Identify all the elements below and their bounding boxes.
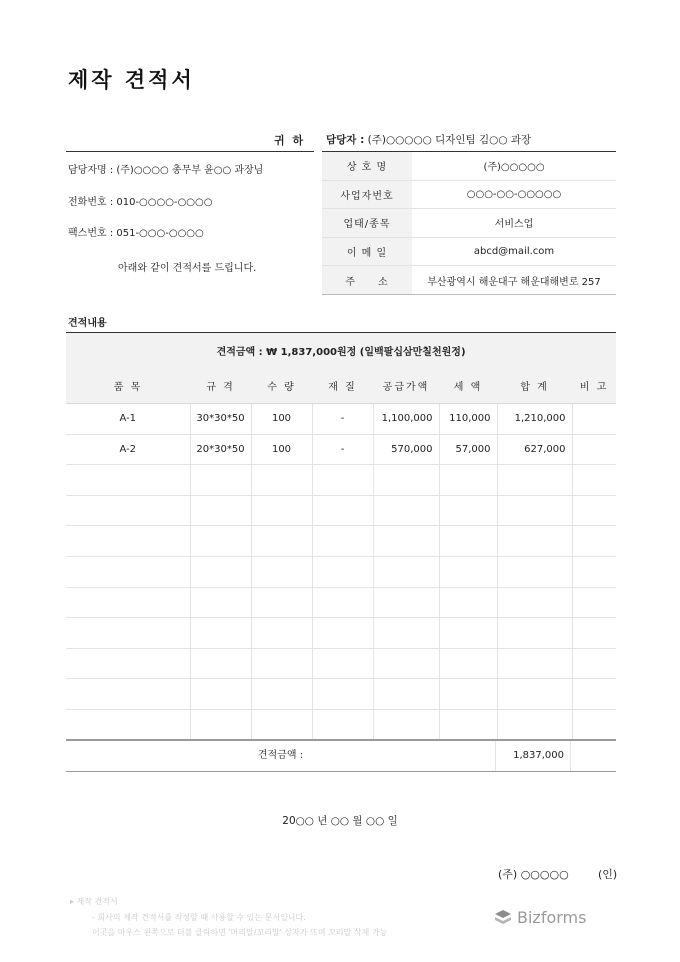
quote-amount: 견적금액 : ₩ 1,837,000원정 (일백팔십삼만칠천원정) bbox=[66, 333, 616, 369]
table-row-empty bbox=[66, 618, 616, 649]
supplier-label: 상 호 명 bbox=[322, 152, 412, 181]
supplier-value: 서비스업 bbox=[412, 209, 616, 238]
sum-label: 견적금액 : bbox=[66, 741, 496, 771]
empty-cell bbox=[497, 526, 572, 557]
company-name: (주) ○○○○○ bbox=[498, 868, 569, 881]
empty-cell bbox=[66, 648, 190, 679]
empty-cell bbox=[190, 587, 251, 618]
empty-cell bbox=[251, 679, 312, 710]
empty-cell bbox=[572, 495, 616, 526]
empty-cell bbox=[251, 648, 312, 679]
column-header: 비 고 bbox=[572, 369, 616, 404]
item-qty: 100 bbox=[251, 404, 312, 435]
empty-cell bbox=[66, 526, 190, 557]
notice-text: 아래와 같이 견적서를 드립니다. bbox=[118, 263, 257, 274]
supplier-value: 부산광역시 해운대구 해운대해변로 257 bbox=[412, 266, 616, 295]
empty-cell bbox=[190, 679, 251, 710]
quote-table bbox=[66, 332, 616, 772]
recipient-fax: 팩스번호 : 051-○○○-○○○○ bbox=[68, 228, 204, 239]
item-qty: 100 bbox=[251, 434, 312, 465]
supplier-value: abcd@mail.com bbox=[412, 237, 616, 266]
empty-cell bbox=[312, 648, 373, 679]
supplier-value: ○○○-○○-○○○○○ bbox=[412, 180, 616, 209]
empty-cell bbox=[373, 709, 439, 740]
column-header: 규 격 bbox=[190, 369, 251, 404]
empty-cell bbox=[497, 495, 572, 526]
empty-cell bbox=[190, 495, 251, 526]
empty-cell bbox=[373, 679, 439, 710]
table-row-empty bbox=[66, 465, 616, 496]
table-row-empty bbox=[66, 679, 616, 710]
empty-cell bbox=[572, 648, 616, 679]
supplier-row bbox=[322, 237, 616, 266]
empty-cell bbox=[66, 495, 190, 526]
empty-cell bbox=[497, 556, 572, 587]
recipient-contact: 담당자명 : (주)○○○○ 총무부 윤○○ 과장님 bbox=[68, 165, 264, 176]
empty-cell bbox=[439, 618, 497, 649]
table-row-empty bbox=[66, 495, 616, 526]
empty-cell bbox=[312, 618, 373, 649]
issue-date: 20○○ 년 ○○ 월 ○○ 일 bbox=[282, 815, 398, 827]
item-note bbox=[572, 404, 616, 435]
empty-cell bbox=[439, 709, 497, 740]
supplier-row bbox=[322, 152, 616, 181]
empty-cell bbox=[66, 465, 190, 496]
divider bbox=[66, 151, 314, 152]
sum-note bbox=[572, 740, 616, 772]
empty-cell bbox=[190, 709, 251, 740]
empty-cell bbox=[373, 495, 439, 526]
empty-cell bbox=[312, 526, 373, 557]
item-supply: 570,000 bbox=[373, 434, 439, 465]
supplier-row bbox=[322, 266, 616, 295]
seal-mark: (인) bbox=[598, 868, 618, 881]
empty-cell bbox=[251, 618, 312, 649]
honorific: 귀 하 bbox=[274, 134, 306, 147]
empty-cell bbox=[312, 709, 373, 740]
empty-cell bbox=[497, 709, 572, 740]
empty-cell bbox=[497, 679, 572, 710]
table-row-empty bbox=[66, 709, 616, 740]
empty-cell bbox=[312, 679, 373, 710]
empty-cell bbox=[572, 465, 616, 496]
section-title: 견적내용 bbox=[68, 318, 107, 329]
column-header: 합 계 bbox=[497, 369, 572, 404]
empty-cell bbox=[251, 526, 312, 557]
empty-cell bbox=[373, 587, 439, 618]
empty-cell bbox=[497, 587, 572, 618]
empty-cell bbox=[439, 648, 497, 679]
brand-logo bbox=[494, 908, 586, 927]
empty-cell bbox=[251, 465, 312, 496]
sum-row bbox=[66, 740, 616, 772]
table-row-empty bbox=[66, 648, 616, 679]
empty-cell bbox=[439, 587, 497, 618]
table-row bbox=[66, 434, 616, 465]
item-material: - bbox=[312, 434, 373, 465]
brand-name: Bizforms bbox=[517, 908, 587, 927]
footer-title: ▸ 제작 견적서 bbox=[70, 897, 118, 906]
empty-cell bbox=[312, 465, 373, 496]
empty-cell bbox=[66, 556, 190, 587]
empty-cell bbox=[66, 587, 190, 618]
empty-cell bbox=[572, 587, 616, 618]
table-row-empty bbox=[66, 526, 616, 557]
supplier-contact bbox=[326, 132, 531, 147]
empty-cell bbox=[572, 618, 616, 649]
empty-cell bbox=[190, 465, 251, 496]
empty-cell bbox=[190, 648, 251, 679]
empty-cell bbox=[497, 465, 572, 496]
empty-cell bbox=[251, 709, 312, 740]
empty-cell bbox=[572, 709, 616, 740]
empty-cell bbox=[572, 526, 616, 557]
item-material: - bbox=[312, 404, 373, 435]
empty-cell bbox=[66, 709, 190, 740]
empty-cell bbox=[439, 679, 497, 710]
supplier-row bbox=[322, 209, 616, 238]
column-header: 재 질 bbox=[312, 369, 373, 404]
item-tax: 57,000 bbox=[439, 434, 497, 465]
item-name: A-2 bbox=[66, 434, 190, 465]
supplier-label: 주 소 bbox=[322, 266, 412, 295]
table-row bbox=[66, 404, 616, 435]
empty-rows bbox=[66, 465, 616, 740]
sum-cell bbox=[66, 740, 572, 772]
item-total: 1,210,000 bbox=[497, 404, 572, 435]
supplier-row bbox=[322, 180, 616, 209]
item-tax: 110,000 bbox=[439, 404, 497, 435]
item-name: A-1 bbox=[66, 404, 190, 435]
column-header: 품 목 bbox=[66, 369, 190, 404]
empty-cell bbox=[572, 679, 616, 710]
empty-cell bbox=[251, 556, 312, 587]
empty-cell bbox=[572, 556, 616, 587]
empty-cell bbox=[190, 556, 251, 587]
empty-cell bbox=[497, 648, 572, 679]
empty-cell bbox=[66, 679, 190, 710]
supplier-contact-label: 담당자 : bbox=[326, 134, 365, 146]
empty-cell bbox=[439, 465, 497, 496]
empty-cell bbox=[439, 526, 497, 557]
item-total: 627,000 bbox=[497, 434, 572, 465]
empty-cell bbox=[312, 495, 373, 526]
supplier-label: 이 메 일 bbox=[322, 237, 412, 266]
column-header: 공급가액 bbox=[373, 369, 439, 404]
empty-cell bbox=[373, 556, 439, 587]
empty-cell bbox=[190, 526, 251, 557]
column-header: 세 액 bbox=[439, 369, 497, 404]
empty-cell bbox=[373, 618, 439, 649]
recipient-phone: 전화번호 : 010-○○○○-○○○○ bbox=[68, 197, 213, 208]
empty-cell bbox=[312, 556, 373, 587]
document-title: 제작 견적서 bbox=[68, 68, 195, 92]
table-header-row bbox=[66, 369, 616, 404]
empty-cell bbox=[497, 618, 572, 649]
empty-cell bbox=[439, 495, 497, 526]
supplier-label: 사업자번호 bbox=[322, 180, 412, 209]
empty-cell bbox=[190, 618, 251, 649]
item-note bbox=[572, 434, 616, 465]
footer-hint: 이곳을 마우스 왼쪽으로 더블 클릭하면 '머리말/꼬리말' 상자가 뜨며 꼬리말 삭제 가능 bbox=[92, 928, 388, 937]
item-spec: 20*30*50 bbox=[190, 434, 251, 465]
empty-cell bbox=[373, 648, 439, 679]
supplier-contact-value: (주)○○○○○ 디자인팀 김○○ 과장 bbox=[367, 134, 532, 146]
table-row-empty bbox=[66, 556, 616, 587]
table-row-empty bbox=[66, 587, 616, 618]
supplier-label: 업태/종목 bbox=[322, 209, 412, 238]
empty-cell bbox=[66, 618, 190, 649]
empty-cell bbox=[439, 556, 497, 587]
empty-cell bbox=[373, 465, 439, 496]
empty-cell bbox=[251, 495, 312, 526]
brand-logo-icon bbox=[494, 909, 512, 927]
supplier-value: (주)○○○○○ bbox=[412, 152, 616, 181]
quote-amount-row bbox=[66, 333, 616, 369]
column-header: 수 량 bbox=[251, 369, 312, 404]
supplier-table bbox=[322, 151, 616, 295]
empty-cell bbox=[251, 587, 312, 618]
item-spec: 30*30*50 bbox=[190, 404, 251, 435]
sum-value: 1,837,000 bbox=[496, 741, 571, 771]
empty-cell bbox=[373, 526, 439, 557]
item-supply: 1,100,000 bbox=[373, 404, 439, 435]
empty-cell bbox=[312, 587, 373, 618]
footer-desc: - 회사의 제작 견적서를 작성할 때 사용할 수 있는 문서입니다. bbox=[92, 913, 306, 922]
